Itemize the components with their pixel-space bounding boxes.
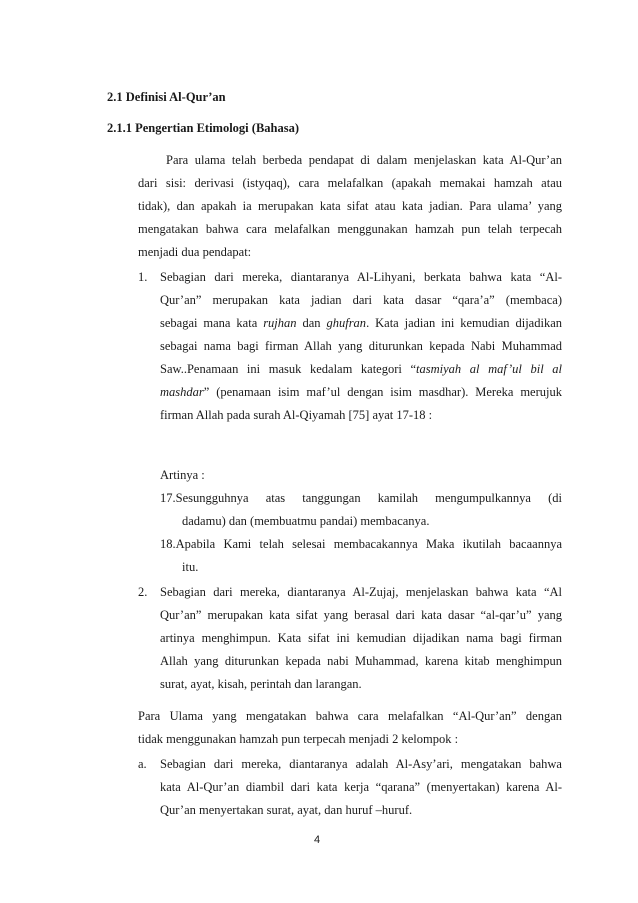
intro-line-5: menjadi dua pendapat: bbox=[138, 245, 252, 259]
subsection-heading: 2.1.1 Pengertian Etimologi (Bahasa) bbox=[107, 121, 300, 135]
arabic-verse-line-2 bbox=[96, 444, 562, 459]
intro-line-1: Para ulama telah berbeda pendapat di dalam menjelaskan kata Al-Qur’an bbox=[166, 153, 562, 167]
verse-17-line-1: 17.Sesungguhnya atas tanggungan kamilah mengumpulkannya (di bbox=[160, 491, 562, 505]
item2-line-5: surat, ayat, kisah, perintah dan larangan. bbox=[160, 677, 362, 691]
item2-line-3: artinya menghimpun. Kata sifat ini kemudian dijadikan nama bagi firman bbox=[160, 631, 562, 645]
verse-18-line-2: itu. bbox=[182, 560, 199, 574]
arabic-verse-line-1 bbox=[96, 428, 562, 443]
intro-line-4: mengatakan bahwa cara melafalkan menggunakan hamzah pun telah terpecah bbox=[138, 222, 562, 236]
intro-line-2: dari sisi: derivasi (istyqaq), cara melafalkan (apakah memakai hamzah atau bbox=[138, 176, 562, 190]
itema-line-1: Sebagian dari mereka, diantaranya adalah Al-Asy’ari, mengatakan bahwa bbox=[160, 757, 562, 771]
section-heading: 2.1 Definisi Al-Qur’an bbox=[107, 90, 226, 104]
list-marker-a: a. bbox=[138, 757, 147, 771]
verse-17-line-2: dadamu) dan (membuatmu pandai) membacanya. bbox=[182, 514, 430, 528]
item2-line-4: Allah yang diturunkan kepada nabi Muhammad, karena kitab menghimpun bbox=[160, 654, 562, 668]
itema-line-2: kata Al-Qur’an diambil dari kata kerja “qarana” (menyertakan) karena Al- bbox=[160, 780, 562, 794]
item1-line-6: mashdar” (penamaan isim maf’ul dengan isim masdhar). Mereka merujuk bbox=[160, 385, 562, 399]
item2-line-2: Qur’an” merupakan kata sifat yang berasal dari kata dasar “al-qar’u” yang bbox=[160, 608, 562, 622]
para2-line-1: Para Ulama yang mengatakan bahwa cara melafalkan “Al-Qur’an” dengan bbox=[138, 709, 562, 723]
itema-line-3: Qur’an menyertakan surat, ayat, dan huruf –huruf. bbox=[160, 803, 413, 817]
item2-line-1: Sebagian dari mereka, diantaranya Al-Zujaj, menjelaskan bahwa kata “Al bbox=[160, 585, 562, 599]
item1-line-5: Saw..Penamaan ini masuk kedalam kategori “tasmiyah al maf’ul bil al bbox=[160, 362, 562, 376]
item1-line-1: Sebagian dari mereka, diantaranya Al-Lihyani, berkata bahwa kata “Al- bbox=[160, 270, 562, 284]
item1-line-7: firman Allah pada surah Al-Qiyamah [75] ayat 17-18 : bbox=[160, 408, 433, 422]
intro-line-3: tidak), dan apakah ia merupakan kata sifat atau kata jadian. Para ulama’ yang bbox=[138, 199, 562, 213]
item1-line-4: sebagai nama bagi firman Allah yang diturunkan kepada Nabi Muhammad bbox=[160, 339, 562, 353]
page-number: 4 bbox=[314, 834, 321, 846]
list-marker-2: 2. bbox=[138, 585, 148, 599]
list-marker-1: 1. bbox=[138, 270, 148, 284]
verse-18-line-1: 18.Apabila Kami telah selesai membacakannya Maka ikutilah bacaannya bbox=[160, 537, 562, 551]
artinya-label: Artinya : bbox=[160, 468, 205, 482]
para2-line-2: tidak menggunakan hamzah pun terpecah menjadi 2 kelompok : bbox=[138, 732, 459, 746]
item1-line-2: Qur’an” merupakan kata jadian dari kata dasar “qara’a” (membaca) bbox=[160, 293, 562, 307]
arabic-verse-line-3 bbox=[326, 459, 562, 474]
item1-line-3: sebagai mana kata rujhan dan ghufran. Kata jadian ini kemudian dijadikan bbox=[160, 316, 562, 330]
